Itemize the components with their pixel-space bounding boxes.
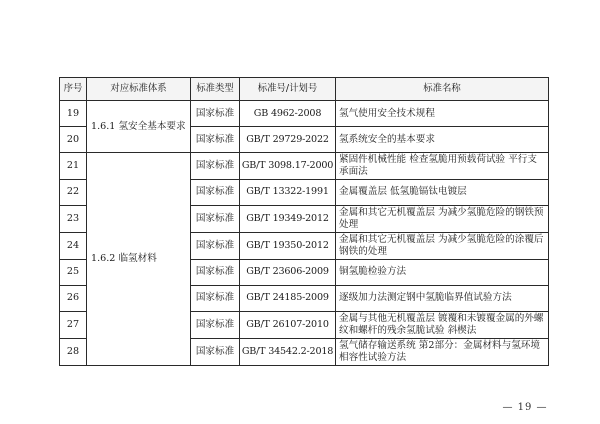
page-number: — 19 — xyxy=(502,402,548,413)
row-type: 国家标准 xyxy=(191,179,240,205)
row-type: 国家标准 xyxy=(191,285,240,311)
row-type: 国家标准 xyxy=(191,127,240,153)
row-type: 国家标准 xyxy=(191,338,240,365)
row-code: GB/T 34542.2-2018 xyxy=(240,338,336,365)
row-type: 国家标准 xyxy=(191,153,240,180)
row-code: GB/T 19349-2012 xyxy=(240,205,336,232)
standards-table xyxy=(59,77,549,366)
row-name: 金属和其它无机覆盖层 为减少氢脆危险的涂覆后钢铁的处理 xyxy=(336,232,549,259)
row-seq: 28 xyxy=(60,338,87,365)
row-code: GB/T 26107-2010 xyxy=(240,311,336,338)
row-name: 逐级加力法测定钢中氢脆临界值试验方法 xyxy=(336,285,549,311)
row-system-group: 1.6.2 临氢材料 xyxy=(87,153,191,366)
header-name: 标准名称 xyxy=(336,78,549,101)
row-name: 氢气使用安全技术规程 xyxy=(336,101,549,127)
row-seq: 23 xyxy=(60,205,87,232)
row-code: GB/T 13322-1991 xyxy=(240,179,336,205)
row-code: GB/T 19350-2012 xyxy=(240,232,336,259)
row-seq: 20 xyxy=(60,127,87,153)
row-name: 紧固件机械性能 检查氢脆用预载荷试验 平行支承面法 xyxy=(336,153,549,180)
row-seq: 21 xyxy=(60,153,87,180)
row-seq: 25 xyxy=(60,259,87,285)
table-header-row xyxy=(60,78,549,101)
row-name: 金属覆盖层 低氢脆镉钛电镀层 xyxy=(336,179,549,205)
row-type: 国家标准 xyxy=(191,101,240,127)
table-row xyxy=(60,101,549,127)
row-code: GB/T 23606-2009 xyxy=(240,259,336,285)
row-seq: 22 xyxy=(60,179,87,205)
row-code: GB 4962-2008 xyxy=(240,101,336,127)
table-row xyxy=(60,153,549,180)
header-seq: 序号 xyxy=(60,78,87,101)
row-code: GB/T 3098.17-2000 xyxy=(240,153,336,180)
row-system-group: 1.6.1 氢安全基本要求 xyxy=(87,101,191,153)
row-type: 国家标准 xyxy=(191,232,240,259)
row-seq: 24 xyxy=(60,232,87,259)
row-name: 氢气储存输送系统 第2部分：金属材料与氢环境相容性试验方法 xyxy=(336,338,549,365)
row-code: GB/T 29729-2022 xyxy=(240,127,336,153)
row-name: 氢系统安全的基本要求 xyxy=(336,127,549,153)
header-type: 标准类型 xyxy=(191,78,240,101)
row-name: 金属和其它无机覆盖层 为减少氢脆危险的钢铁预处理 xyxy=(336,205,549,232)
header-code: 标准号/计划号 xyxy=(240,78,336,101)
row-type: 国家标准 xyxy=(191,311,240,338)
row-type: 国家标准 xyxy=(191,259,240,285)
row-seq: 27 xyxy=(60,311,87,338)
row-type: 国家标准 xyxy=(191,205,240,232)
header-system: 对应标准体系 xyxy=(87,78,191,101)
row-seq: 26 xyxy=(60,285,87,311)
row-seq: 19 xyxy=(60,101,87,127)
row-code: GB/T 24185-2009 xyxy=(240,285,336,311)
row-name: 金属与其他无机覆盖层 镀覆和未镀覆金属的外螺纹和螺杆的残余氢脆试验 斜楔法 xyxy=(336,311,549,338)
row-name: 铜氢脆检验方法 xyxy=(336,259,549,285)
